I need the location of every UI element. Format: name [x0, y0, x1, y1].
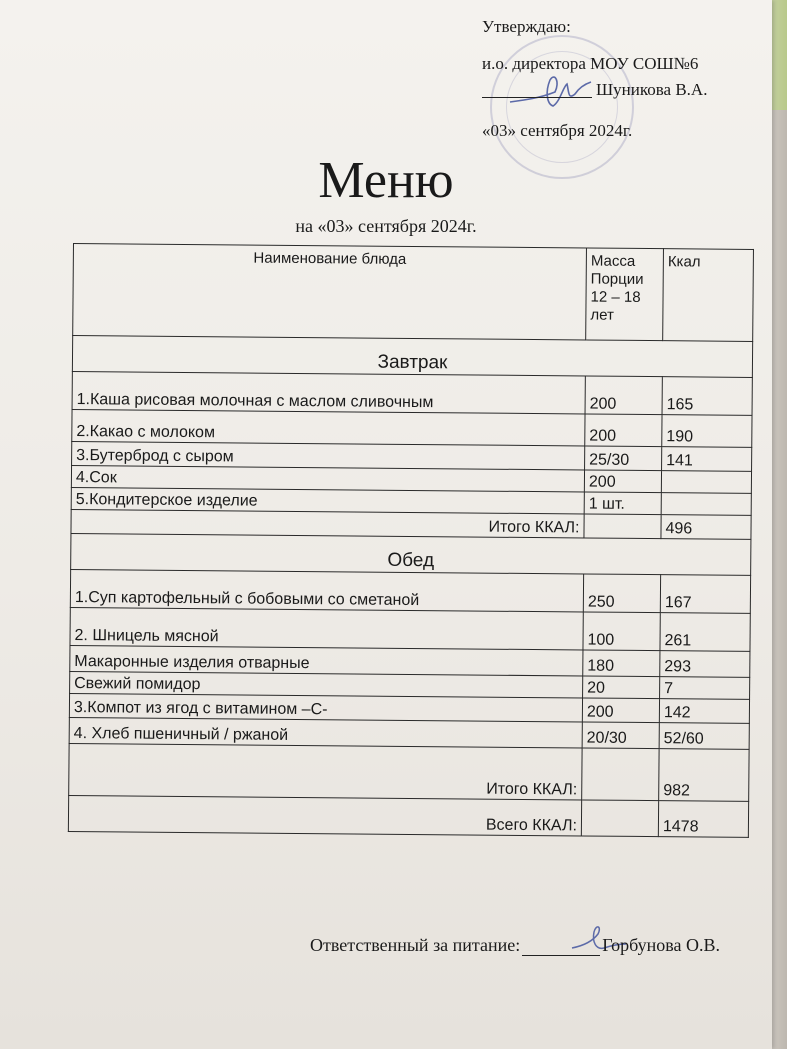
- approval-date: «03» сентября 2024г.: [482, 121, 633, 140]
- dish-name: 1.Каша рисовая молочная с маслом сливочным: [72, 371, 585, 413]
- header-kcal: Ккал: [663, 249, 754, 342]
- dish-name: 4.Сок: [71, 465, 584, 491]
- page-title: Меню: [318, 152, 454, 209]
- header-dish-name: Наименование блюда: [73, 244, 587, 340]
- dish-mass: 20/30: [582, 722, 659, 749]
- table-row: [72, 371, 752, 415]
- dish-mass: 25/30: [585, 446, 662, 471]
- signature-underline: [482, 79, 592, 98]
- dish-kcal: 261: [660, 613, 750, 652]
- grand-total-row: [68, 795, 748, 837]
- dish-mass: 200: [582, 698, 659, 723]
- responsible-line: [310, 935, 720, 956]
- lunch-total-value: 982: [659, 749, 749, 802]
- dish-name: 5.Кондитерское изделие: [71, 487, 584, 513]
- breakfast-total-label: Итого ККАЛ:: [71, 509, 584, 537]
- dish-mass: 180: [583, 650, 660, 677]
- empty-cell: [582, 748, 659, 801]
- approval-signer: Шуникова В.А.: [596, 80, 708, 99]
- section-row-breakfast: [72, 336, 752, 378]
- responsible-label: Ответственный за питание:: [310, 935, 521, 955]
- section-row-lunch: [71, 533, 751, 575]
- dish-mass: 200: [585, 414, 662, 447]
- dish-kcal: 52/60: [659, 723, 749, 750]
- page-subtitle: на «03» сентября 2024г.: [295, 216, 477, 236]
- empty-cell: [584, 514, 661, 539]
- table-row: [72, 409, 752, 447]
- grand-total-value: 1478: [658, 801, 748, 838]
- approval-signature-line: [482, 79, 707, 98]
- table-header-row: [73, 244, 754, 342]
- dish-name: 3.Компот из ягод с витамином –С-: [69, 693, 582, 721]
- approval-heading: Утверждаю:: [482, 17, 571, 36]
- dish-mass: 20: [583, 676, 660, 699]
- header-portion-mass: Масса Порции 12 – 18 лет: [586, 248, 664, 341]
- table-row: [70, 607, 750, 651]
- lunch-total-label: Итого ККАЛ:: [69, 743, 582, 799]
- dish-kcal: 7: [660, 677, 750, 700]
- dish-mass: 200: [585, 376, 662, 415]
- section-title-lunch: Обед: [71, 533, 751, 575]
- empty-cell: [581, 800, 658, 837]
- dish-mass: 1 шт.: [584, 492, 661, 515]
- dish-name: 2. Шницель мясной: [70, 607, 583, 649]
- dish-name: Макаронные изделия отварные: [70, 645, 583, 675]
- approval-position: и.о. директора МОУ СОШ№6: [482, 54, 699, 73]
- dish-name: 2.Какао с молоком: [72, 409, 585, 445]
- signature-underline: [522, 937, 600, 956]
- grand-total-label: Всего ККАЛ:: [68, 795, 581, 835]
- dish-mass: 200: [584, 470, 661, 493]
- dish-kcal: [661, 471, 751, 494]
- dish-kcal: 167: [660, 575, 750, 614]
- dish-kcal: [661, 493, 751, 516]
- dish-kcal: 141: [662, 447, 752, 472]
- responsible-name: Горбунова О.В.: [602, 935, 720, 955]
- table-row: [70, 569, 750, 613]
- dish-name: 3.Бутерброд с сыром: [72, 441, 585, 469]
- dish-kcal: 190: [662, 415, 752, 448]
- dish-kcal: 142: [659, 699, 749, 724]
- dish-name: 1.Суп картофельный с бобовыми со сметаной: [70, 569, 583, 611]
- section-title-breakfast: Завтрак: [72, 336, 752, 378]
- dish-kcal: 165: [662, 377, 752, 416]
- menu-table: [68, 243, 754, 838]
- dish-kcal: 293: [660, 651, 750, 678]
- breakfast-total-value: 496: [661, 515, 751, 540]
- lunch-total-row: [69, 743, 749, 801]
- dish-mass: 100: [583, 612, 660, 651]
- dish-name: 4. Хлеб пшеничный / ржаной: [69, 717, 582, 747]
- dish-name: Свежий помидор: [70, 671, 583, 697]
- dish-mass: 250: [583, 574, 660, 613]
